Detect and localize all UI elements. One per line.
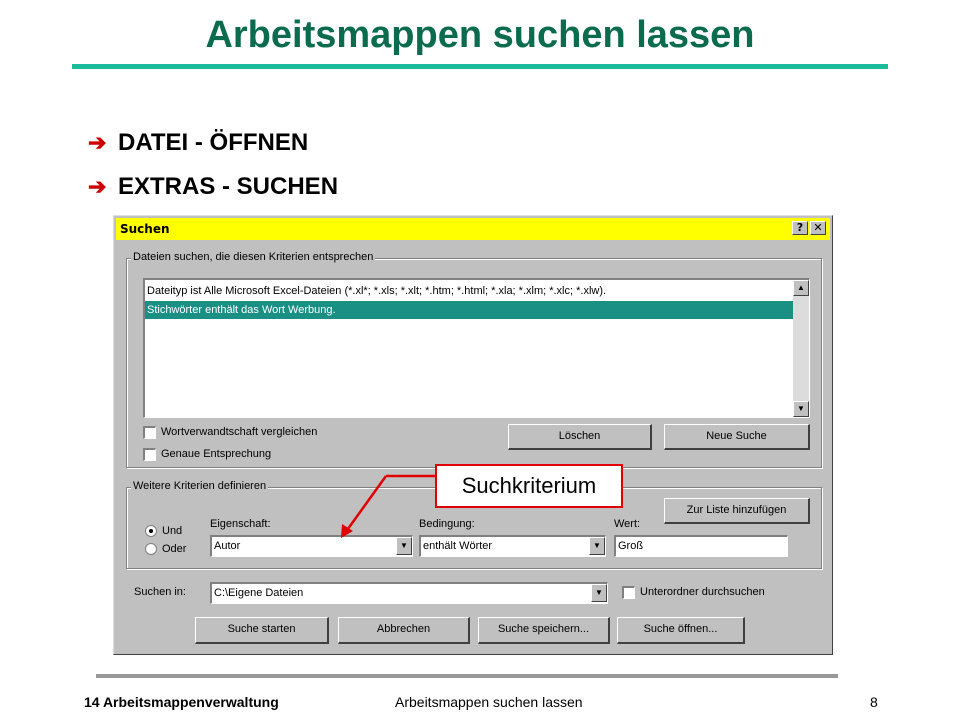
- value-label: Wert:: [614, 518, 641, 530]
- subfolders-label: Unterordner durchsuchen: [640, 586, 765, 598]
- dialog-title: Suchen: [120, 222, 170, 236]
- search-in-value: C:\Eigene Dateien: [214, 587, 304, 599]
- value-text: Groß: [618, 540, 644, 552]
- close-button[interactable]: ✕: [810, 221, 826, 235]
- scroll-up-icon[interactable]: ▲: [793, 280, 809, 296]
- new-search-button[interactable]: [664, 424, 810, 450]
- word-forms-label: Wortverwandtschaft vergleichen: [161, 426, 318, 438]
- exact-match-label: Genaue Entsprechung: [161, 448, 272, 460]
- delete-button-label: Löschen: [558, 430, 601, 442]
- save-search-button-label: Suche speichern...: [497, 623, 590, 635]
- list-item[interactable]: Dateityp ist Alle Microsoft Excel-Dateien (*.xl*; *.xls; *.xlt; *.htm; *.html; *.xla; *.xlm; *.xlc; *.xlw).: [147, 285, 607, 297]
- footer-title: Arbeitsmappen suchen lassen: [395, 694, 583, 710]
- add-to-list-button-label: Zur Liste hinzufügen: [686, 504, 787, 516]
- bullet-extras-suchen: [88, 173, 338, 201]
- callout-suchkriterium: Suchkriterium: [435, 464, 623, 508]
- title-rule: [72, 64, 888, 69]
- save-search-button[interactable]: [478, 617, 610, 644]
- and-radio[interactable]: [145, 525, 157, 537]
- new-search-button-label: Neue Suche: [706, 430, 767, 442]
- criteria-group-legend: Dateien suchen, die diesen Kriterien entsprechen: [133, 251, 374, 263]
- bullet-datei-oeffnen: [88, 129, 308, 157]
- exact-match-checkbox[interactable]: [143, 448, 156, 461]
- condition-select[interactable]: [419, 535, 606, 557]
- cancel-button-label: Abbrechen: [376, 623, 431, 635]
- and-label: Und: [162, 525, 183, 537]
- help-button[interactable]: ?: [792, 221, 808, 235]
- bullet-arrow-icon: ➔: [88, 174, 107, 199]
- footer-chapter: 14 Arbeitsmappenverwaltung: [84, 694, 279, 710]
- chevron-down-icon[interactable]: ▼: [589, 537, 605, 555]
- cancel-button[interactable]: [338, 617, 470, 644]
- open-search-button-label: Suche öffnen...: [643, 623, 718, 635]
- list-scrollbar[interactable]: [793, 280, 809, 417]
- list-item-selected[interactable]: Stichwörter enthält das Wort Werbung.: [145, 301, 793, 319]
- bullet-text: DATEI - ÖFFNEN: [118, 129, 309, 156]
- delete-button[interactable]: [508, 424, 652, 450]
- scroll-down-icon[interactable]: ▼: [793, 401, 809, 417]
- criteria-list[interactable]: [143, 278, 810, 418]
- slide-title: Arbeitsmappen suchen lassen: [205, 14, 755, 56]
- value-input[interactable]: [614, 535, 788, 557]
- condition-label: Bedingung:: [419, 518, 475, 530]
- add-to-list-button[interactable]: [664, 498, 810, 524]
- bullet-text: EXTRAS - SUCHEN: [118, 173, 339, 200]
- condition-value: enthält Wörter: [423, 540, 493, 552]
- dialog-titlebar: [116, 218, 830, 240]
- chevron-down-icon[interactable]: ▼: [396, 537, 412, 555]
- search-in-select[interactable]: [210, 582, 608, 604]
- property-value: Autor: [214, 540, 241, 552]
- open-search-button[interactable]: [617, 617, 745, 644]
- start-search-button[interactable]: [195, 617, 329, 644]
- bullet-arrow-icon: ➔: [88, 130, 107, 155]
- or-label: Oder: [162, 543, 187, 555]
- search-in-label: Suchen in:: [134, 586, 186, 598]
- property-select[interactable]: [210, 535, 413, 557]
- start-search-button-label: Suche starten: [227, 623, 296, 635]
- more-criteria-legend: Weitere Kriterien definieren: [133, 480, 267, 492]
- subfolders-checkbox[interactable]: [622, 586, 635, 599]
- bottom-rule: [96, 674, 838, 678]
- word-forms-checkbox[interactable]: [143, 426, 156, 439]
- or-radio[interactable]: [145, 543, 157, 555]
- property-label: Eigenschaft:: [210, 518, 271, 530]
- page-number: 8: [870, 694, 878, 710]
- chevron-down-icon[interactable]: ▼: [591, 584, 607, 602]
